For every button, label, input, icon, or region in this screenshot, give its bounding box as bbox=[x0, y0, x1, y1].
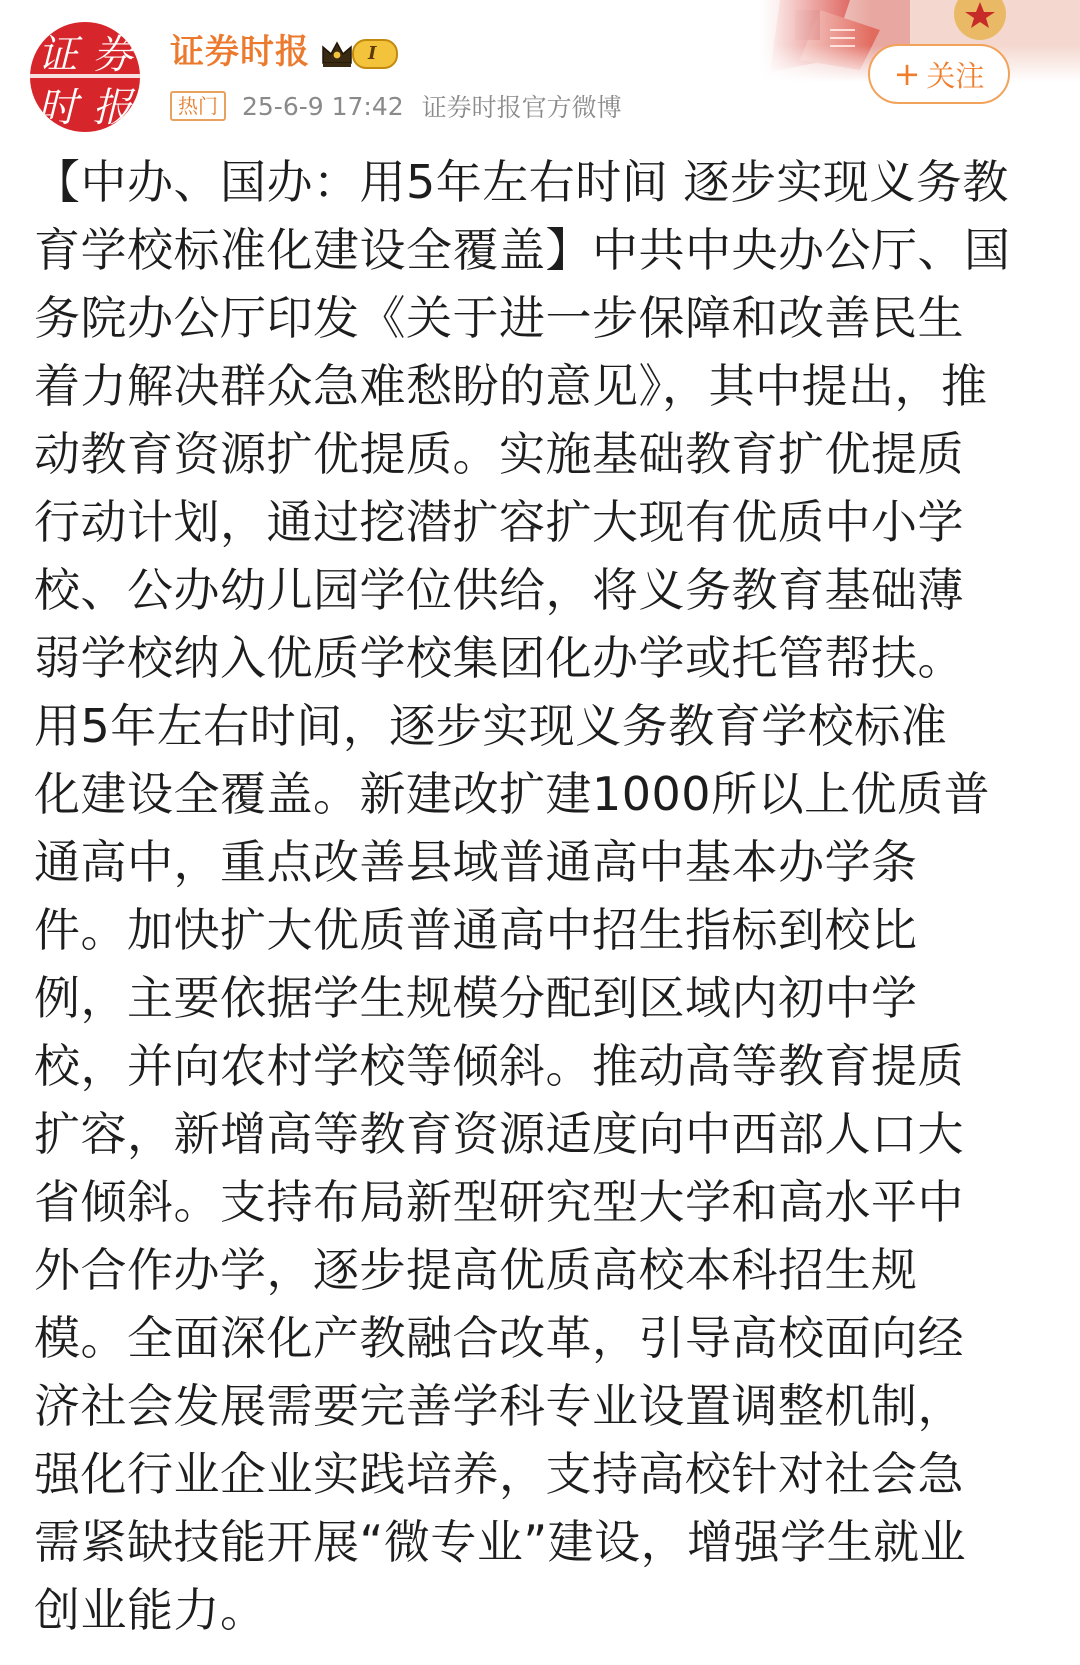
post-text-line: 行动计划，通过挖潜扩容扩大现有优质中小学 bbox=[34, 495, 964, 549]
account-name[interactable]: 证券时报 bbox=[170, 32, 310, 72]
post-text-line: 弱学校纳入优质学校集团化办学或托管帮扶。 bbox=[34, 631, 964, 685]
post-timestamp: 25-6-9 17:42 bbox=[242, 91, 404, 121]
level-value: I bbox=[352, 39, 398, 69]
follow-button[interactable] bbox=[868, 44, 1010, 104]
post-text-line: 动教育资源扩优提质。实施基础教育扩优提质 bbox=[34, 427, 964, 481]
post-text-line: 强化行业企业实践培养，支持高校针对社会急 bbox=[34, 1447, 964, 1501]
level-badge[interactable] bbox=[320, 38, 416, 70]
avatar-glyph: 证 bbox=[37, 32, 78, 78]
avatar-glyph: 时 bbox=[37, 85, 78, 131]
follow-label: 关注 bbox=[926, 58, 985, 93]
avatar-glyph: 报 bbox=[92, 85, 133, 131]
hot-tag: 热门 bbox=[170, 91, 226, 121]
avatar[interactable] bbox=[30, 22, 140, 132]
post-text-line: 外合作办学，逐步提高优质高校本科招生规 bbox=[34, 1243, 918, 1297]
post-text-line: 例，主要依据学生规模分配到区域内初中学 bbox=[34, 971, 918, 1025]
plus-icon: + bbox=[893, 55, 921, 93]
post-text-line: 用5年左右时间，逐步实现义务教育学校标准 bbox=[34, 699, 948, 753]
post-text-line: 【中办、国办：用5年左右时间 逐步实现义务教 bbox=[34, 155, 1009, 209]
post-text-line: 需紧缺技能开展“微专业”建设，增强学生就业 bbox=[34, 1515, 967, 1569]
post-text-line: 着力解决群众急难愁盼的意见》，其中提出，推 bbox=[34, 359, 988, 413]
post-text-line: 校，并向农村学校等倾斜。推动高等教育提质 bbox=[34, 1039, 964, 1093]
avatar-glyph: 券 bbox=[92, 32, 133, 78]
post-text-line: 扩容，新增高等教育资源适度向中西部人口大 bbox=[34, 1107, 964, 1161]
post-text-line: 件。加快扩大优质普通高中招生指标到校比 bbox=[34, 903, 918, 957]
post-text-line: 创业能力。 bbox=[34, 1583, 267, 1637]
post-text bbox=[34, 148, 1054, 1644]
post-text-line: 务院办公厅印发《关于进一步保障和改善民生 bbox=[34, 291, 964, 345]
post-meta bbox=[170, 88, 622, 124]
post-text-line: 模。全面深化产教融合改革，引导高校面向经 bbox=[34, 1311, 964, 1365]
post-text-line: 育学校标准化建设全覆盖】中共中央办公厅、国 bbox=[34, 223, 1011, 277]
post-header bbox=[0, 0, 1080, 136]
post-text-line: 济社会发展需要完善学科专业设置调整机制， bbox=[34, 1379, 964, 1433]
post-text-line: 省倾斜。支持布局新型研究型大学和高水平中 bbox=[34, 1175, 964, 1229]
post-text-line: 化建设全覆盖。新建改扩建1000所以上优质普 bbox=[34, 767, 991, 821]
post-text-line: 校、公办幼儿园学位供给，将义务教育基础薄 bbox=[34, 563, 964, 617]
post-source: 证券时报官方微博 bbox=[421, 93, 622, 122]
post-text-line: 通高中，重点改善县域普通高中基本办学条 bbox=[34, 835, 918, 889]
crown-icon bbox=[320, 39, 354, 69]
